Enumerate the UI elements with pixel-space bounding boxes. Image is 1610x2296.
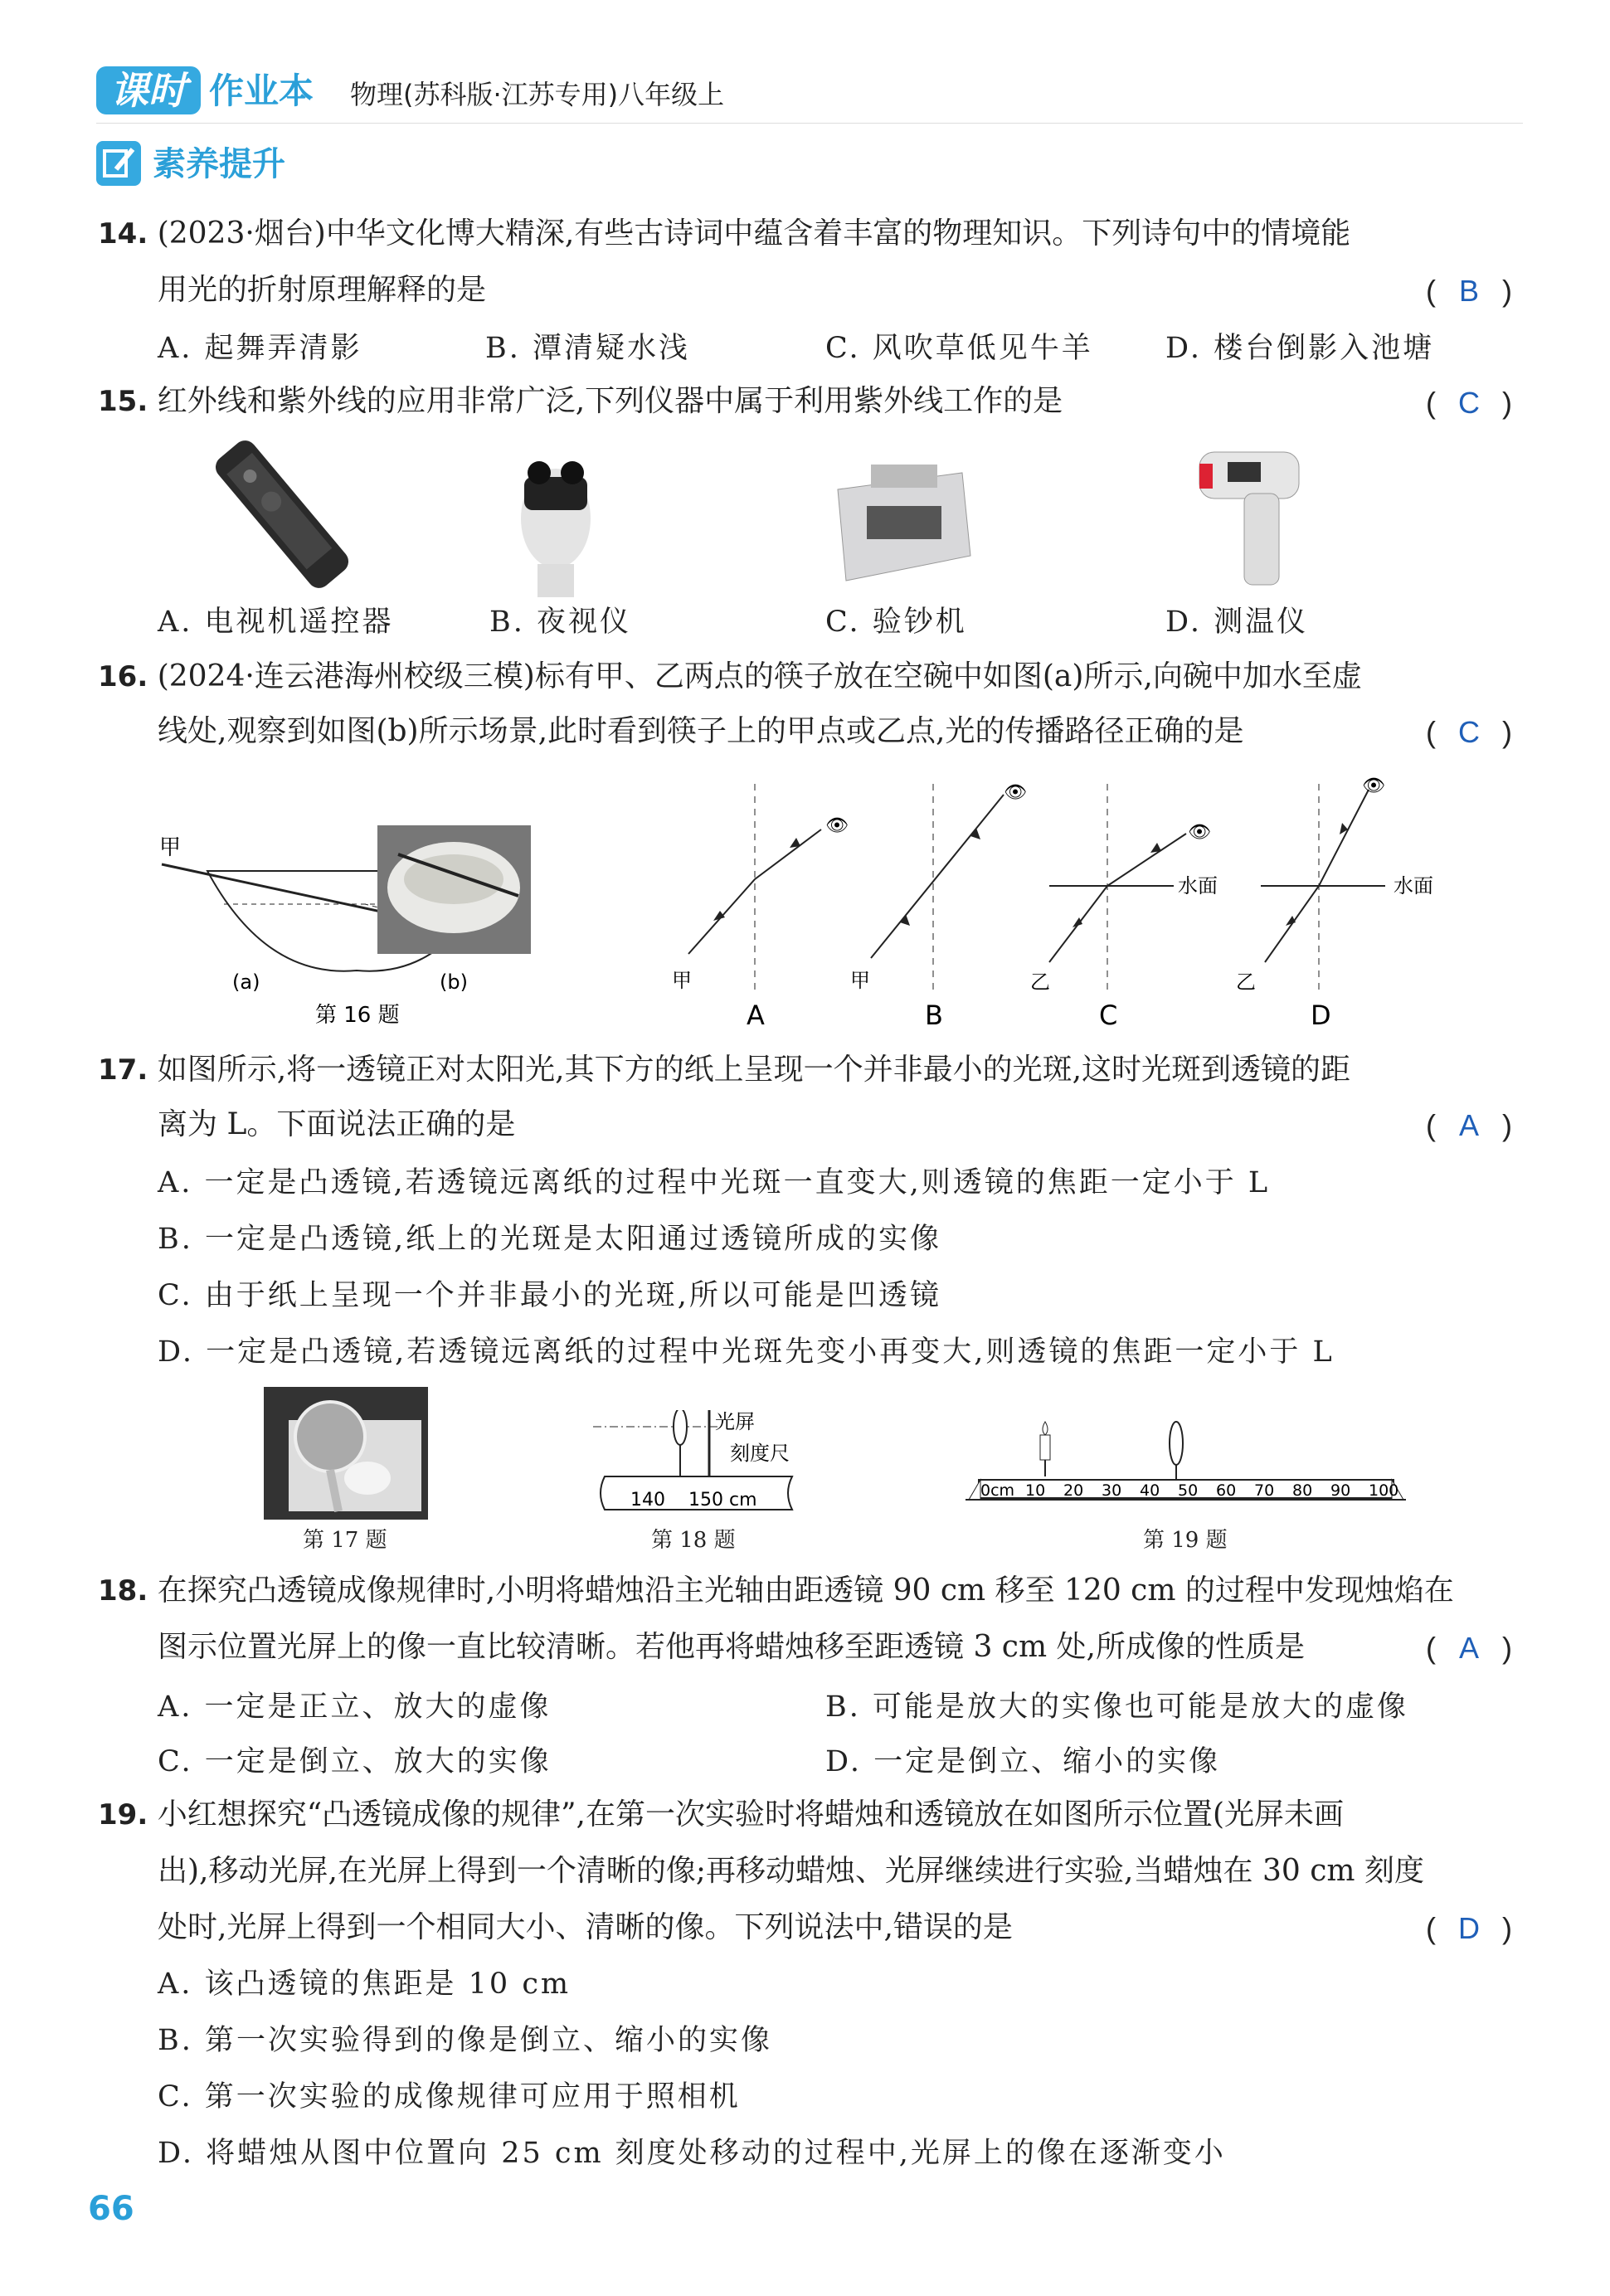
lens-19 [1170, 1422, 1183, 1465]
bench-tick-label: 100 [1369, 1481, 1399, 1500]
q14-stem-1 [98, 206, 1350, 262]
fig16-c-water: 水面 [1178, 874, 1218, 897]
bench-tick-label: 80 [1292, 1481, 1313, 1500]
book-title: 作业本 [209, 71, 314, 111]
q15-answer-value: C [1458, 386, 1480, 420]
q18-stem-2: 图示位置光屏上的像一直比较清晰。若他再将蜡烛移至距透镜 3 cm 处,所成像的性质是 [158, 1630, 1305, 1664]
q17-stem-2: 离为 L。下面说法正确的是 [158, 1107, 516, 1141]
fig16-d-water: 水面 [1394, 874, 1433, 897]
q17-opt-d: D. 一定是凸透镜,若透镜远离纸的过程中光斑先变小再变大,则透镜的焦距一定小于 L [158, 1335, 1335, 1369]
eye-icon: 👁 [1362, 776, 1385, 796]
lens [674, 1410, 687, 1445]
bench-tick-label: 70 [1254, 1481, 1275, 1500]
logo-text: 课时 [110, 68, 187, 113]
q15-answer: ( C ) [1426, 386, 1512, 420]
bench-scale [980, 1481, 1398, 1500]
bench-tick-label: 10 [1025, 1481, 1046, 1500]
candle [1040, 1435, 1050, 1460]
fig16-jia: 甲 [159, 835, 182, 860]
fig16-label-a: A [747, 1000, 765, 1031]
flame [1043, 1422, 1048, 1435]
q14-stem-text: (2023·烟台)中华文化博大精深,有些古诗词中蕴含着丰富的物理知识。下列诗句中的情境能 [157, 216, 1351, 251]
section-icon [96, 141, 141, 186]
q19-opt-a: A. 该凸透镜的焦距是 10 cm [158, 1968, 572, 2001]
q17-number: 17. [98, 1053, 148, 1087]
bench-tick-label: 20 [1063, 1481, 1084, 1500]
fig16-c-yi: 乙 [1030, 970, 1050, 994]
fig16-caption: 第 16 题 [315, 1003, 400, 1028]
q19-stem-1 [98, 1787, 1344, 1843]
night-vision-image [506, 440, 606, 597]
ray-c [1049, 834, 1186, 962]
q19-opt-d: D. 将蜡烛从图中位置向 25 cm 刻度处移动的过程中,光屏上的像在逐渐变小 [158, 2137, 1226, 2170]
q16-stem-text: (2024·连云港海州校级三模)标有甲、乙两点的筷子放在空碗中如图(a)所示,向碗中加水至虚 [157, 659, 1362, 693]
q18-opt-b: B. 可能是放大的实像也可能是放大的虚像 [825, 1690, 1408, 1724]
fig16-label-d: D [1311, 1000, 1331, 1031]
fig16-b-jia: 甲 [850, 969, 870, 992]
q19-opt-b: B. 第一次实验得到的像是倒立、缩小的实像 [158, 2024, 772, 2057]
bench-tick-label: 90 [1330, 1481, 1351, 1500]
fig18-figure [593, 1410, 809, 1518]
q14-stem-2: 用光的折射原理解释的是 [158, 273, 487, 307]
money-detector-image [821, 448, 979, 589]
q16-answer: ( C ) [1426, 715, 1512, 749]
fig16-b-label: (b) [440, 970, 468, 994]
q19-answer: ( D ) [1426, 1911, 1512, 1945]
q19-answer-value: D [1458, 1911, 1480, 1945]
fig18-r150: 150 cm [688, 1490, 757, 1510]
q15-stem [98, 373, 1063, 430]
q17-stem-1 [98, 1042, 1350, 1098]
bench-tick-label: 30 [1102, 1481, 1122, 1500]
q15-opt-c: C. 验钞机 [825, 606, 967, 639]
q17-stem-text: 如图所示,将一透镜正对太阳光,其下方的纸上呈现一个并非最小的光斑,这时光斑到透镜的距 [157, 1053, 1351, 1087]
q15-stem-text: 红外线和紫外线的应用非常广泛,下列仪器中属于利用紫外线工作的是 [157, 384, 1063, 418]
q14-opt-b: B. 潭清疑水浅 [485, 332, 690, 365]
pencil-icon [96, 141, 141, 186]
q15-number: 15. [98, 385, 148, 418]
q19-stem-text: 小红想探究“凸透镜成像的规律”,在第一次实验时将蜡烛和透镜放在如图所示位置(光屏未画 [157, 1797, 1344, 1831]
q19-number: 19. [98, 1798, 148, 1831]
subject-title: 物理(苏科版·江苏专用)八年级上 [350, 79, 725, 110]
bench-tick-label: 0cm [980, 1481, 1015, 1500]
q17-opt-c: C. 由于纸上呈现一个并非最小的光斑,所以可能是凹透镜 [158, 1279, 941, 1312]
fig16-a-jia: 甲 [672, 969, 692, 992]
fig16-label-c: C [1099, 1000, 1118, 1031]
fig17-caption: 第 17 题 [303, 1528, 387, 1553]
q16-stem-1 [98, 649, 1362, 705]
q19-opt-c: C. 第一次实验的成像规律可应用于照相机 [158, 2080, 741, 2114]
q17-opt-a: A. 一定是凸透镜,若透镜远离纸的过程中光斑一直变大,则透镜的焦距一定小于 L [158, 1166, 1271, 1199]
q14-opt-a: A. 起舞弄清影 [158, 332, 362, 365]
q18-opt-c: C. 一定是倒立、放大的实像 [158, 1745, 552, 1778]
q18-opt-d: D. 一定是倒立、缩小的实像 [825, 1745, 1221, 1778]
bench-tick-label: 40 [1140, 1481, 1160, 1500]
section-title: 素养提升 [153, 145, 285, 183]
q14-opt-c: C. 风吹草低见牛羊 [825, 332, 1093, 365]
page-number: 66 [88, 2190, 134, 2228]
fig16-a-label: (a) [232, 970, 260, 994]
fig19-caption: 第 19 题 [1143, 1528, 1228, 1553]
fig16-d-yi: 乙 [1236, 970, 1256, 994]
eye-icon: 👁 [825, 815, 849, 836]
q18-stem-1 [98, 1563, 1454, 1619]
q14-number: 14. [98, 217, 148, 251]
q14-answer-value: B [1458, 274, 1479, 308]
fig18-r140: 140 [630, 1490, 665, 1510]
fig17-photo [264, 1387, 428, 1520]
fig18-screen-label: 光屏 [715, 1410, 755, 1433]
remote-control-image [199, 431, 365, 597]
q14-answer: ( B ) [1426, 274, 1512, 308]
fig16-label-b: B [925, 1000, 943, 1031]
ray-d [1265, 790, 1369, 962]
thermometer-gun-image [1194, 444, 1311, 593]
q18-answer-value: A [1458, 1631, 1479, 1665]
q19-stem-3: 处时,光屏上得到一个相同大小、清晰的像。下列说法中,错误的是 [158, 1910, 1013, 1944]
q17-answer: ( A ) [1426, 1108, 1512, 1142]
fig18-caption: 第 18 题 [651, 1528, 736, 1553]
ray-b [871, 795, 1004, 958]
q18-answer: ( A ) [1426, 1631, 1512, 1665]
q18-stem-text: 在探究凸透镜成像规律时,小明将蜡烛沿主光轴由距透镜 90 cm 移至 120 cm 的过程中发现烛焰在 [157, 1574, 1454, 1608]
eye-icon: 👁 [1004, 782, 1027, 803]
fig18-ruler-label: 刻度尺 [730, 1442, 790, 1465]
q17-answer-value: A [1458, 1108, 1479, 1142]
q17-opt-b: B. 一定是凸透镜,纸上的光斑是太阳通过透镜所成的实像 [158, 1223, 942, 1256]
q16-figure [149, 771, 1443, 1037]
bench-tick-label: 60 [1216, 1481, 1237, 1500]
q18-opt-a: A. 一定是正立、放大的虚像 [158, 1690, 552, 1724]
q15-opt-d: D. 测温仪 [1165, 606, 1309, 639]
bench-tick-label: 50 [1178, 1481, 1199, 1500]
q16-number: 16. [98, 660, 148, 693]
q15-opt-b: B. 夜视仪 [489, 606, 631, 639]
fig19-figure [962, 1410, 1406, 1520]
q14-opt-d: D. 楼台倒影入池塘 [1165, 332, 1435, 365]
q15-opt-a: A. 电视机遥控器 [158, 606, 394, 639]
q16-answer-value: C [1458, 715, 1480, 749]
header-rule [96, 123, 1523, 124]
eye-icon: 👁 [1188, 822, 1211, 843]
q16-stem-2: 线处,观察到如图(b)所示场景,此时看到筷子上的甲点或乙点,光的传播路径正确的是 [158, 714, 1244, 748]
q18-number: 18. [98, 1574, 148, 1608]
q19-stem-2: 出),移动光屏,在光屏上得到一个清晰的像;再移动蜡烛、光屏继续进行实验,当蜡烛在 30 cm 刻度 [158, 1854, 1424, 1888]
